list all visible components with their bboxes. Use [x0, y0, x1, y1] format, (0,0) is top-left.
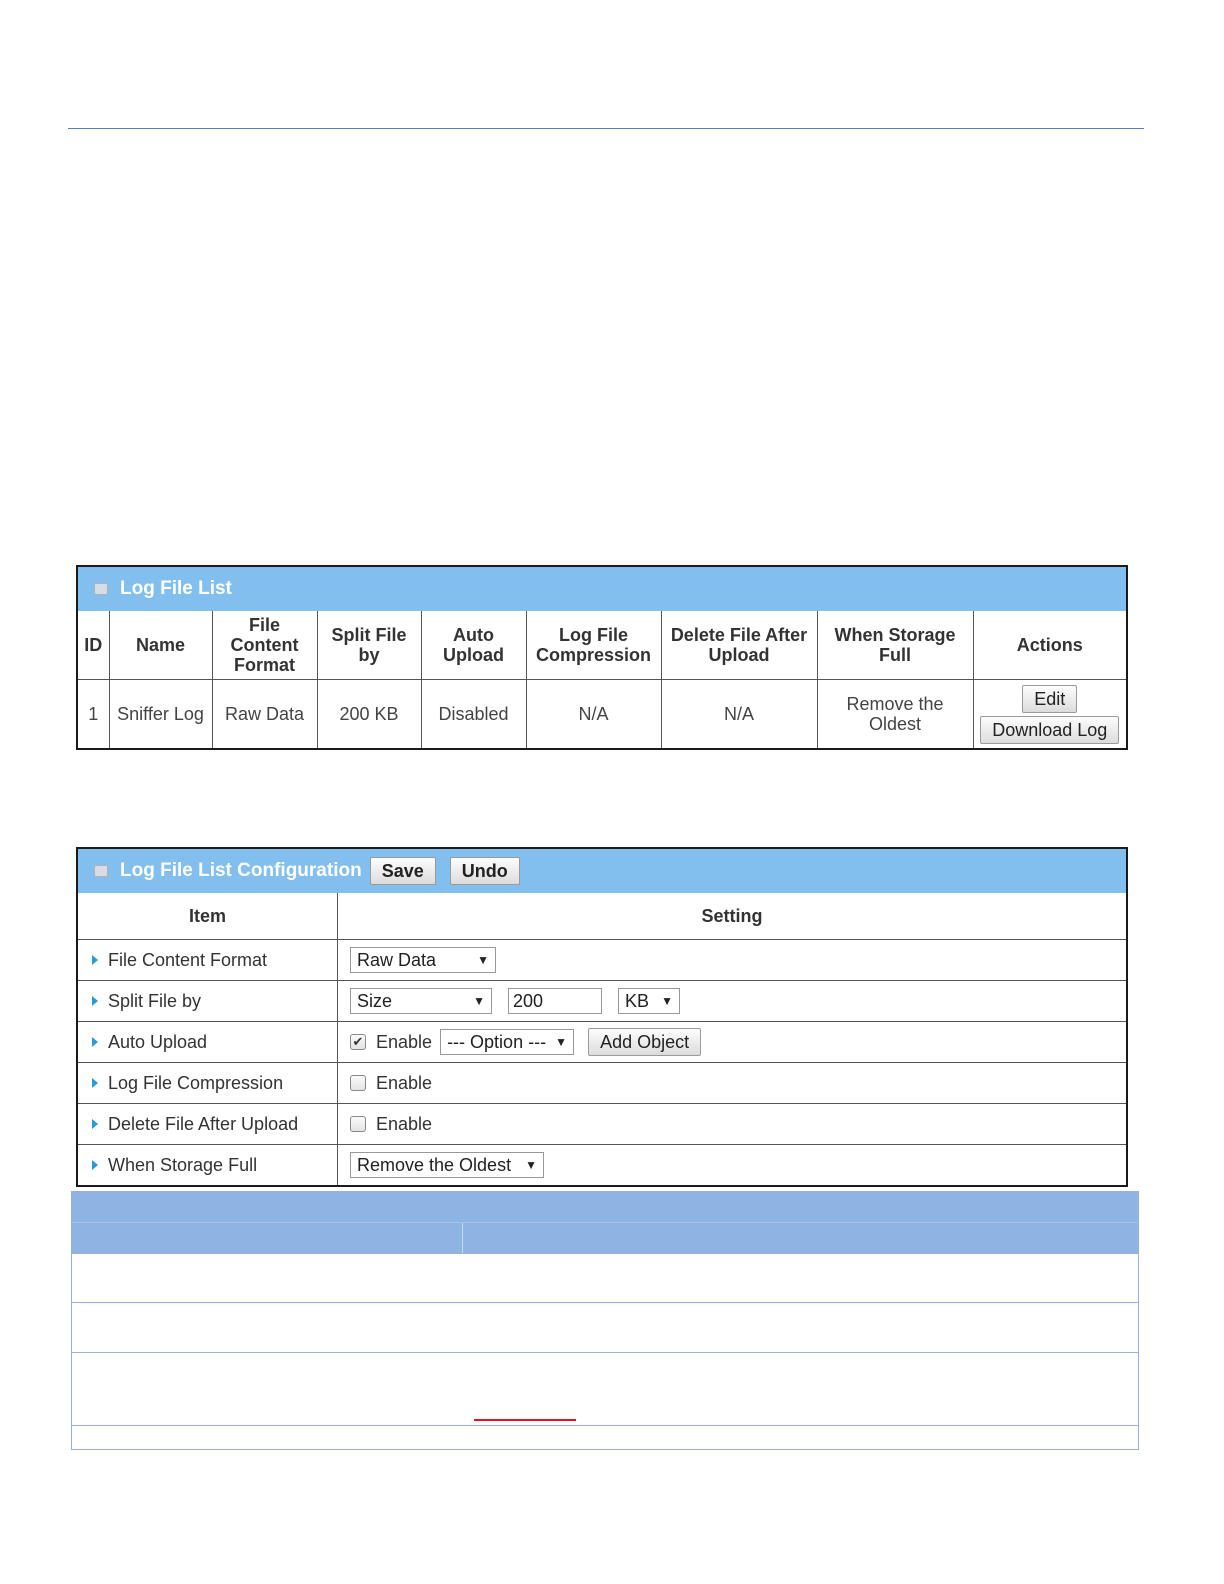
auto-upload-enable-label: Enable [376, 1031, 433, 1052]
log-file-list-header [78, 567, 1126, 611]
add-object-button[interactable]: Add Object [588, 1028, 701, 1056]
top-divider [68, 128, 1144, 129]
column-header-actions: Actions [973, 611, 1126, 680]
file-content-format-select[interactable] [350, 947, 496, 973]
config-row-when-storage-full [78, 1144, 1126, 1185]
cell-id: 1 [78, 680, 109, 749]
storage-full-value: Remove the Oldest [357, 1154, 512, 1175]
file-content-format-value: Raw Data [357, 949, 437, 970]
description-table [71, 1191, 1139, 1450]
cell-auto-upload: Disabled [421, 680, 526, 749]
log-file-list-table [78, 611, 1126, 748]
config-row-file-content-format [78, 939, 1126, 980]
description-table-header-row [72, 1222, 1138, 1253]
delete-enable-label: Enable [376, 1113, 433, 1134]
save-button[interactable]: Save [370, 857, 436, 885]
table-row [72, 1425, 1138, 1449]
chevron-down-icon: ▼ [477, 953, 489, 967]
log-file-list-title: Log File List [120, 578, 232, 599]
split-unit-value: KB [625, 990, 650, 1011]
bullet-arrow-icon [92, 996, 98, 1006]
config-row-auto-upload [78, 1021, 1126, 1062]
column-header-storage-full: When Storage Full [817, 611, 973, 680]
undo-button[interactable]: Undo [450, 857, 520, 885]
config-row-split-file-by [78, 980, 1126, 1021]
column-header-format: File Content Format [212, 611, 317, 680]
auto-upload-label: Auto Upload [108, 1031, 208, 1052]
bullet-arrow-icon [92, 1078, 98, 1088]
check-mark-icon: ✔ [352, 1034, 364, 1049]
column-header-auto-upload: Auto Upload [421, 611, 526, 680]
split-type-select[interactable] [350, 988, 492, 1014]
cell-actions [973, 680, 1126, 749]
cell-name: Sniffer Log [109, 680, 212, 749]
table-row [72, 1352, 1138, 1425]
setting-column-header: Setting [701, 905, 763, 926]
cell-delete-after: N/A [661, 680, 817, 749]
panel-collapse-icon[interactable] [94, 583, 108, 595]
cell-storage-full: Remove the Oldest [817, 680, 973, 749]
bullet-arrow-icon [92, 1160, 98, 1170]
auto-upload-option-select[interactable] [440, 1029, 574, 1055]
file-content-format-label: File Content Format [108, 949, 268, 970]
column-header-split: Split File by [317, 611, 421, 680]
column-header-id: ID [78, 611, 109, 680]
table-header-row [78, 611, 1126, 680]
bullet-arrow-icon [92, 955, 98, 965]
log-file-config-panel [76, 847, 1128, 1187]
split-file-by-label: Split File by [108, 990, 202, 1011]
bullet-arrow-icon [92, 1037, 98, 1047]
log-file-config-title: Log File List Configuration [120, 860, 362, 881]
table-row [78, 680, 1126, 749]
description-table-title-bar [72, 1192, 1138, 1222]
cell-split: 200 KB [317, 680, 421, 749]
chevron-down-icon: ▼ [661, 994, 673, 1008]
chevron-down-icon: ▼ [473, 994, 485, 1008]
column-header-compression: Log File Compression [526, 611, 661, 680]
cell-format: Raw Data [212, 680, 317, 749]
log-file-config-header [78, 849, 1126, 893]
download-log-button[interactable]: Download Log [980, 716, 1119, 744]
delete-file-after-upload-label: Delete File After Upload [108, 1113, 299, 1134]
config-header-row [78, 893, 1126, 939]
chevron-down-icon: ▼ [555, 1035, 568, 1049]
split-type-value: Size [357, 990, 393, 1011]
chevron-down-icon: ▼ [525, 1158, 537, 1172]
log-file-compression-label: Log File Compression [108, 1072, 284, 1093]
column-header-name: Name [109, 611, 212, 680]
edit-button[interactable]: Edit [1022, 685, 1077, 713]
column-header-delete-after: Delete File After Upload [661, 611, 817, 680]
cell-compression: N/A [526, 680, 661, 749]
compression-checkbox[interactable] [350, 1075, 366, 1091]
bullet-arrow-icon [92, 1119, 98, 1129]
config-row-delete-file-after-upload [78, 1103, 1126, 1144]
item-column-header: Item [78, 893, 338, 939]
config-row-log-file-compression [78, 1062, 1126, 1103]
delete-after-upload-checkbox[interactable] [350, 1116, 366, 1132]
auto-upload-option-value: --- Option --- [447, 1031, 547, 1052]
storage-full-select[interactable] [350, 1152, 544, 1178]
split-size-input[interactable] [508, 988, 602, 1014]
table-row [72, 1302, 1138, 1352]
auto-upload-checkbox[interactable] [350, 1034, 366, 1050]
compression-enable-label: Enable [376, 1072, 433, 1093]
panel-collapse-icon[interactable] [94, 865, 108, 877]
split-unit-select[interactable] [618, 988, 680, 1014]
table-row [72, 1253, 1138, 1302]
when-storage-full-label: When Storage Full [108, 1154, 258, 1175]
log-file-list-panel [76, 565, 1128, 750]
red-underline [474, 1419, 576, 1421]
